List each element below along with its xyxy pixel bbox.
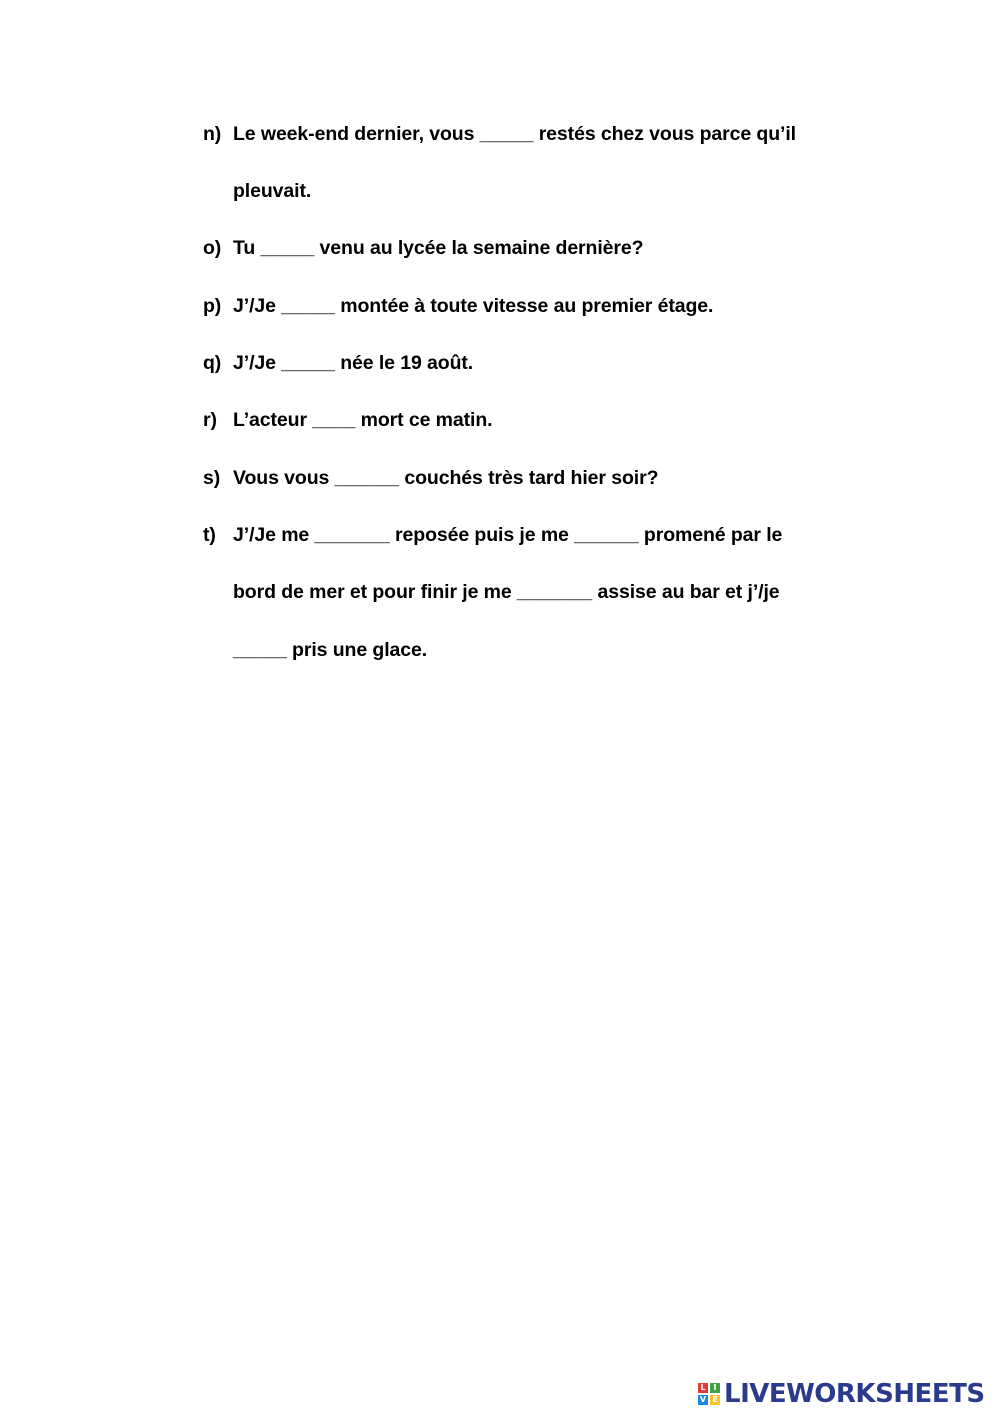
item-text: Le week-end dernier, vous _____ restés chez vous parce qu’il xyxy=(233,123,797,145)
item-letter: q) xyxy=(203,352,222,374)
item-letter: t) xyxy=(203,524,216,546)
item-text: pleuvait. xyxy=(233,180,312,202)
logo-icon-cell: L xyxy=(698,1383,708,1393)
item-text: Vous vous ______ couchés très tard hier soir? xyxy=(233,467,659,489)
item-text: _____ pris une glace. xyxy=(233,639,428,661)
item-text: J’/Je _____ montée à toute vitesse au premier étage. xyxy=(233,295,714,317)
logo-text: LIVEWORKSHEETS xyxy=(724,1379,985,1409)
item-letter: n) xyxy=(203,123,222,145)
logo-icon-cell: V xyxy=(699,1395,707,1404)
logo-icon-cell: E xyxy=(710,1395,720,1405)
item-text: L’acteur ____ mort ce matin. xyxy=(233,409,493,431)
item-letter: o) xyxy=(203,237,222,259)
liveworksheets-logo xyxy=(698,1378,985,1410)
item-text: Tu _____ venu au lycée la semaine dernière? xyxy=(233,237,644,259)
logo-icon xyxy=(698,1383,720,1405)
item-letter: s) xyxy=(203,467,221,489)
item-text: J’/Je _____ née le 19 août. xyxy=(233,352,474,374)
item-letter: p) xyxy=(203,295,222,317)
item-letter: r) xyxy=(203,409,217,431)
logo-icon-cell: I xyxy=(710,1383,720,1393)
item-text: bord de mer et pour finir je me _______ assise au bar et j’/je xyxy=(233,581,780,603)
item-text: J’/Je me _______ reposée puis je me ______ promené par le xyxy=(233,524,783,546)
